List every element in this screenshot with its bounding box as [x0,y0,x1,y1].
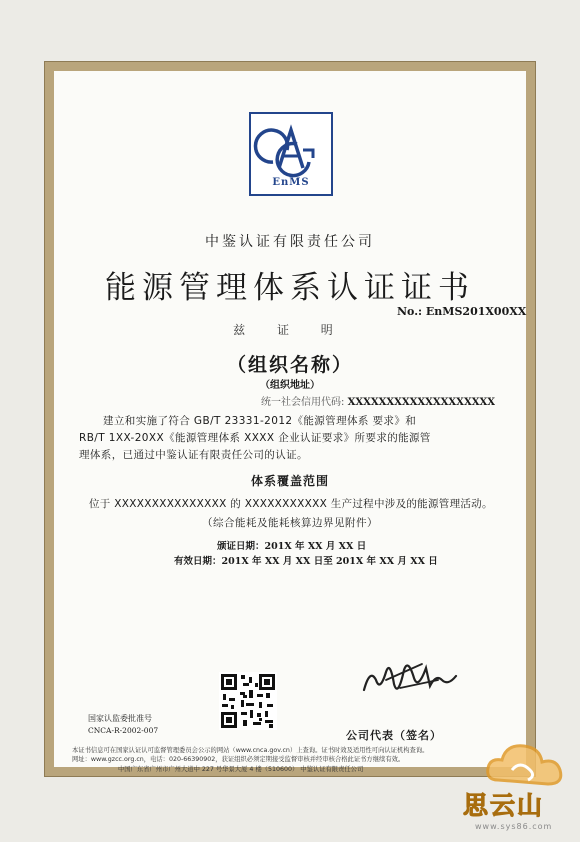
qr-code-image [219,672,277,730]
scope-description: 位于 XXXXXXXXXXXXXXX 的 XXXXXXXXXXX 生产过程中涉及的能源管理活动。 [89,498,493,510]
approval-number: CNCA-R-2002-007 [88,726,159,735]
issuer-name: 中鉴认证有限责任公司 [205,234,375,250]
credit-code [261,393,495,408]
logo-label: EnMS [272,177,310,188]
certification-statement [79,413,501,464]
statement-line: 建立和实施了符合 GB/T 23331-2012《能源管理体系 要求》和 [103,415,417,427]
watermark-url: www.sys86.com [475,822,553,831]
organization-address: （组织地址） [260,380,320,391]
footer-note: 网址：www.gzcc.org.cn，电话：020-66390902，获证组织必须定期接受监督审核并经审核合格此证书方继续有效。 [72,756,405,763]
scope-note: （综合能耗及能耗核算边界见附件） [202,517,378,529]
approval-label: 国家认监委批准号 [88,714,152,723]
statement-line: 理体系，已通过中鉴认证有限责任公司的认证。 [79,449,308,461]
certificate-title: 能源管理体系认证证书 [105,270,475,306]
enms-logo [249,112,333,196]
signature-image [356,650,466,710]
organization-name: （组织名称） [226,354,353,376]
footer-note: 本证书信息可在国家认证认可监督管理委员会公示的网站（www.cnca.gov.cn）上查询。证书时效及适用性可向认证机构查询。 [72,747,429,754]
credit-code-value: XXXXXXXXXXXXXXXXXXX [347,397,495,408]
watermark-brand: 思云山 [463,791,545,820]
statement-line: RB/T 1XX-20XX《能源管理体系 XXXX 企业认证要求》所要求的能源管 [79,432,431,444]
certify-heading: 兹 证 明 [233,323,347,337]
issue-date: 颁证日期：201X 年 XX 月 XX 日 [217,541,367,552]
certificate-number: No.: EnMS201X00XX [397,305,527,318]
validity-period: 有效日期：201X 年 XX 月 XX 日至 201X 年 XX 月 XX 日 [174,556,438,567]
company-representative: 公司代表（签名） [346,729,442,742]
footer-note: 中国广东省广州市广州大道中 227 号华景大厦 4 楼（510600） 中鉴认证有限责任公司 [118,766,364,773]
credit-code-label: 统一社会信用代码: [261,397,345,408]
scope-heading: 体系覆盖范围 [250,474,329,488]
